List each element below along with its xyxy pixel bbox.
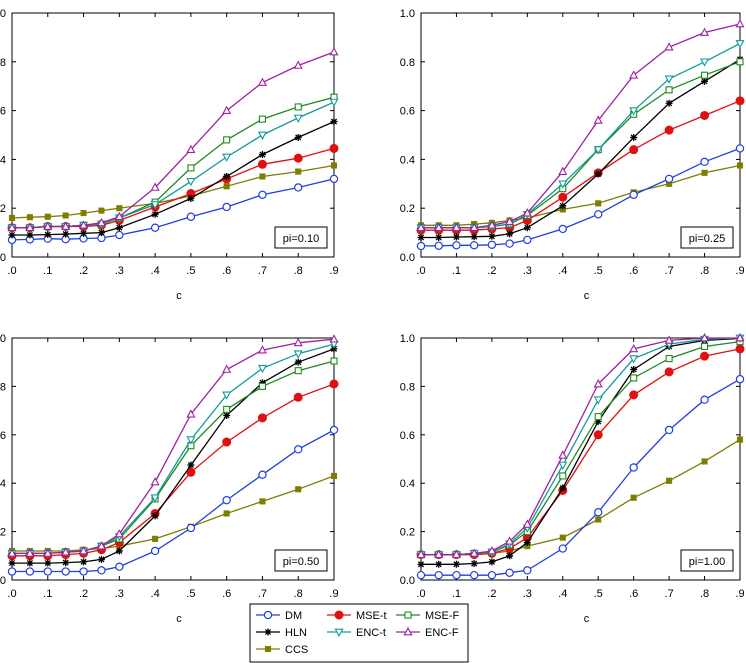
y-tick-label: 0.8 [399,56,415,69]
data-point-hln [595,171,602,178]
data-point-enc-f [330,335,337,342]
series-line-hln [12,122,334,235]
data-point-dm [26,568,33,575]
x-tick-label: .9 [735,588,745,600]
data-point-ccs [224,183,230,189]
series-hln [9,118,338,238]
data-point-hln [223,173,230,180]
data-point-mse-t [701,111,709,119]
series-mse-t [417,97,744,234]
x-tick-label: .7 [257,588,268,600]
x-tick-label: .5 [593,265,603,277]
data-point-enc-t [259,365,266,372]
data-point-dm [559,545,566,552]
x-tick-label: .6 [222,265,232,277]
data-point-mse-f [666,87,672,93]
data-point-mse-f [737,59,743,65]
data-point-dm [8,568,15,575]
data-point-dm [330,175,337,182]
data-point-ccs [595,517,601,523]
chart-panel-2 [400,8,745,302]
data-point-ccs [295,486,301,492]
legend-label: ENC-F [425,627,459,639]
data-point-hln [259,151,266,158]
data-point-hln [80,230,87,237]
data-point-hln [187,195,194,202]
data-point-dm [595,211,602,218]
data-point-mse-t [258,414,266,422]
data-point-hln [152,512,159,519]
series-enc-t [8,99,337,231]
y-tick-label: 0 [0,575,6,587]
x-axis-label: c [176,613,182,625]
data-point-dm [701,158,708,165]
data-point-dm [116,231,123,238]
x-axis-label: c [583,613,590,625]
series-line-enc-t [12,102,334,228]
x-tick-label: .6 [629,265,639,277]
x-tick-label: .9 [329,265,339,277]
data-point-ccs [666,478,672,484]
series-line-mse-t [421,349,740,555]
y-tick-label: 2 [0,203,6,216]
x-tick-label: .4 [558,265,568,277]
data-point-hln [62,559,69,566]
series-mse-f [9,94,337,231]
x-tick-label: .1 [43,265,53,277]
data-point-dm [295,446,302,453]
x-tick-label: .8 [293,588,303,600]
data-point-hln [630,134,637,141]
data-point-dm [259,471,266,478]
data-point-hln [666,100,673,107]
data-point-dm [506,569,513,576]
y-tick-label: 8 [0,381,6,394]
data-point-ccs [260,174,266,180]
data-point-dm [417,242,424,249]
series-line-mse-f [421,62,740,228]
data-point-dm [435,572,442,579]
series-line-mse-f [12,361,334,553]
data-point-enc-t [559,462,566,469]
x-tick-label: .7 [664,588,674,600]
legend-marker-dm [264,611,271,618]
data-point-ccs [117,205,123,211]
data-point-ccs [595,201,601,207]
data-point-dm [453,572,460,579]
x-tick-label: .1 [451,588,462,600]
data-point-ccs [737,437,743,443]
plot-frame [12,338,334,580]
series-line-mse-f [421,342,740,555]
x-tick-label: .5 [186,588,196,600]
x-tick-label: .4 [150,588,160,600]
series-ccs [9,163,337,221]
data-point-dm [701,396,708,403]
annotation-label: pi=0.25 [688,233,726,245]
x-tick-label: .7 [257,265,268,277]
series-enc-f [417,20,743,230]
data-point-dm [506,240,513,247]
data-point-hln [152,211,159,218]
data-point-hln [9,560,16,567]
data-point-dm [488,572,495,579]
data-point-mse-t [559,193,567,201]
data-point-dm [330,426,337,433]
data-point-dm [187,524,194,531]
x-tick-label: .2 [487,588,497,600]
data-point-hln [295,134,302,141]
data-point-hln [116,547,123,554]
y-tick-label: 1.0 [399,8,415,20]
data-point-dm [630,191,637,198]
data-point-enc-f [736,20,743,27]
plot-frame [421,13,740,257]
data-point-hln [524,224,531,231]
legend-label: CCS [285,644,309,656]
legend-marker-ccs [265,646,271,652]
data-point-mse-f [224,137,230,143]
data-point-dm [736,145,743,152]
data-point-mse-t [258,160,266,168]
legend-label: HLN [285,627,308,639]
y-tick-label: 0.0 [399,252,415,264]
data-point-enc-t [595,397,602,404]
chart-panel-1 [0,8,339,302]
data-point-hln [488,558,495,565]
data-point-enc-t [187,179,194,186]
data-point-dm [152,224,159,231]
series-hln [418,56,744,241]
data-point-hln [435,561,442,568]
x-tick-label: .6 [222,588,232,600]
data-point-dm [116,563,123,570]
x-tick-label: .6 [629,588,639,600]
data-point-hln [295,359,302,366]
data-point-dm [152,547,159,554]
data-point-ccs [224,511,230,517]
y-tick-label: 6 [0,429,6,442]
data-point-hln [559,485,566,492]
data-point-mse-f [631,375,637,381]
legend-label: MSE-F [425,610,460,622]
series-line-enc-f [12,339,334,553]
data-point-dm [524,236,531,243]
legend-label: DM [285,610,303,622]
data-point-hln [506,552,513,559]
data-point-mse-f [702,72,708,78]
data-point-ccs [631,495,637,501]
legend-marker-mse-f [405,612,411,618]
data-point-mse-t [223,438,231,446]
x-tick-label: .2 [78,588,89,600]
data-point-mse-f [295,368,301,374]
data-point-hln [187,462,194,469]
data-point-hln [471,560,478,567]
data-point-hln [418,561,425,568]
data-point-ccs [702,459,708,465]
data-point-mse-f [666,356,672,362]
data-point-hln [453,233,460,240]
y-tick-label: 0.2 [399,526,415,539]
series-enc-t [417,41,743,232]
series-enc-f [8,48,337,230]
data-point-mse-f [259,116,265,122]
legend-marker-hln [265,629,272,636]
data-point-dm [630,464,637,471]
legend-label: MSE-t [356,610,387,622]
data-point-mse-f [188,165,194,171]
data-point-dm [98,567,105,574]
annotation-label: pi=0.50 [282,556,320,568]
data-point-mse-f [702,343,708,349]
data-point-ccs [9,215,15,221]
data-point-ccs [295,169,301,175]
x-tick-label: .1 [451,265,462,277]
data-point-dm [80,568,87,575]
y-tick-label: 4 [0,154,6,167]
x-tick-label: .0 [416,588,426,600]
chart-panel-3 [0,333,339,625]
data-point-dm [595,509,602,516]
series-line-dm [421,379,740,575]
series-mse-f [418,339,743,558]
x-axis-label: c [583,290,590,302]
series-hln [418,335,744,568]
data-point-enc-t [223,154,230,161]
x-tick-label: .4 [558,588,568,600]
plot-frame [421,338,740,580]
data-point-hln [62,231,69,238]
x-tick-label: .0 [7,588,17,600]
legend-marker-mse-t [335,611,343,619]
data-point-dm [471,572,478,579]
series-line-ccs [421,166,740,226]
x-tick-label: .4 [150,265,160,277]
data-point-ccs [702,170,708,176]
data-point-mse-f [224,406,230,412]
data-point-hln [44,231,51,238]
panels [0,8,745,625]
y-tick-label: 0 [0,8,6,20]
data-point-hln [524,539,531,546]
y-tick-label: 0.4 [399,478,415,491]
data-point-dm [259,191,266,198]
data-point-dm [666,175,673,182]
data-point-hln [26,560,33,567]
data-point-mse-t [630,146,638,154]
x-tick-label: .8 [699,588,710,600]
data-point-mse-t [630,391,638,399]
data-point-dm [524,567,531,574]
x-axis-label: c [176,290,182,302]
x-tick-label: .8 [699,265,710,277]
data-point-enc-f [152,478,159,485]
data-point-hln [701,78,708,85]
x-tick-label: .3 [114,265,124,277]
y-tick-label: 0.6 [399,105,415,118]
x-tick-label: .0 [416,265,426,277]
data-point-hln [559,202,566,209]
annotation-label: pi=1.00 [688,556,726,568]
x-tick-label: .9 [329,588,339,600]
data-point-hln [331,118,338,125]
data-point-mse-t [294,393,302,401]
plot-frame [12,13,334,257]
data-point-enc-t [259,132,266,139]
x-tick-label: .2 [78,265,89,277]
data-point-mse-t [330,144,338,152]
data-point-dm [223,203,230,210]
data-point-dm [417,572,424,579]
series-line-ccs [421,440,740,555]
series-ccs [9,473,337,554]
series-mse-f [418,59,743,231]
y-tick-label: 0 [0,252,6,264]
series-line-enc-f [421,24,740,228]
y-tick-label: 6 [0,105,6,118]
data-point-ccs [331,163,337,169]
data-point-ccs [27,214,33,220]
y-tick-label: 0 [0,333,6,345]
data-point-dm [453,242,460,249]
series-mse-t [417,345,744,559]
legend [250,604,468,662]
y-tick-label: 0.8 [399,381,415,394]
y-tick-label: 0.4 [399,154,415,167]
data-point-hln [630,366,637,373]
y-tick-label: 1.0 [399,333,415,345]
data-point-hln [80,558,87,565]
data-point-mse-t [736,97,744,105]
data-point-enc-t [736,41,743,48]
data-point-hln [471,233,478,240]
series-mse-t [8,144,338,231]
x-tick-label: .2 [487,265,497,277]
data-point-dm [666,426,673,433]
data-point-enc-f [559,452,566,459]
series-line-mse-f [12,97,334,228]
data-point-ccs [260,499,266,505]
x-tick-label: .5 [186,265,196,277]
data-point-dm [44,568,51,575]
data-point-hln [488,233,495,240]
data-point-mse-t [736,345,744,353]
data-point-dm [559,225,566,232]
data-point-enc-f [330,48,337,55]
series-line-mse-t [12,384,334,556]
data-point-dm [471,242,478,249]
data-point-hln [453,561,460,568]
data-point-enc-t [701,59,708,66]
data-point-ccs [45,214,51,220]
series-line-mse-t [421,101,740,230]
series-line-enc-f [12,52,334,228]
data-point-mse-t [665,126,673,134]
y-tick-label: 2 [0,526,6,539]
x-tick-label: .5 [593,588,603,600]
data-point-mse-f [259,383,265,389]
data-point-ccs [560,535,566,541]
series-line-hln [12,349,334,563]
data-point-ccs [737,163,743,169]
data-point-ccs [331,473,337,479]
data-point-enc-f [223,107,230,114]
data-point-mse-t [594,431,602,439]
y-tick-label: 8 [0,56,6,69]
x-tick-label: .8 [293,265,303,277]
data-point-dm [223,497,230,504]
series-line-hln [421,59,740,237]
x-tick-label: .0 [7,265,17,277]
x-tick-label: .1 [43,588,53,600]
y-tick-label: 0.0 [399,575,415,587]
data-point-enc-f [223,366,230,373]
data-point-mse-f [295,104,301,110]
data-point-ccs [63,213,69,219]
series-dm [417,376,743,579]
data-point-hln [44,560,51,567]
data-point-hln [98,556,105,563]
data-point-mse-f [560,473,566,479]
data-point-mse-t [330,380,338,388]
chart-panel-4 [400,333,745,625]
data-point-mse-f [595,414,601,420]
data-point-hln [435,234,442,241]
y-tick-label: 4 [0,478,6,491]
x-tick-label: .3 [522,588,532,600]
data-point-hln [418,234,425,241]
data-point-hln [98,229,105,236]
data-point-dm [736,376,743,383]
data-point-ccs [81,210,87,216]
series-line-enc-t [421,44,740,228]
data-point-mse-t [294,154,302,162]
data-point-hln [506,230,513,237]
x-tick-label: .9 [735,265,745,277]
data-point-dm [435,242,442,249]
data-point-dm [187,213,194,220]
data-point-mse-t [665,368,673,376]
data-point-dm [488,241,495,248]
data-point-hln [116,224,123,231]
series-ccs [418,163,743,228]
data-point-ccs [152,536,158,542]
x-tick-label: .7 [664,265,674,277]
series-line-ccs [12,166,334,219]
data-point-dm [62,568,69,575]
data-point-hln [223,412,230,419]
y-tick-label: 0.6 [399,429,415,442]
data-point-dm [295,184,302,191]
data-point-mse-f [331,358,337,364]
annotation-label: pi=0.10 [282,233,320,245]
data-point-enc-f [259,79,266,86]
legend-label: ENC-t [356,627,386,639]
x-tick-label: .3 [522,265,532,277]
data-point-mse-t [701,352,709,360]
y-tick-label: 0.2 [399,203,415,216]
x-tick-label: .3 [114,588,124,600]
data-point-ccs [99,208,105,214]
